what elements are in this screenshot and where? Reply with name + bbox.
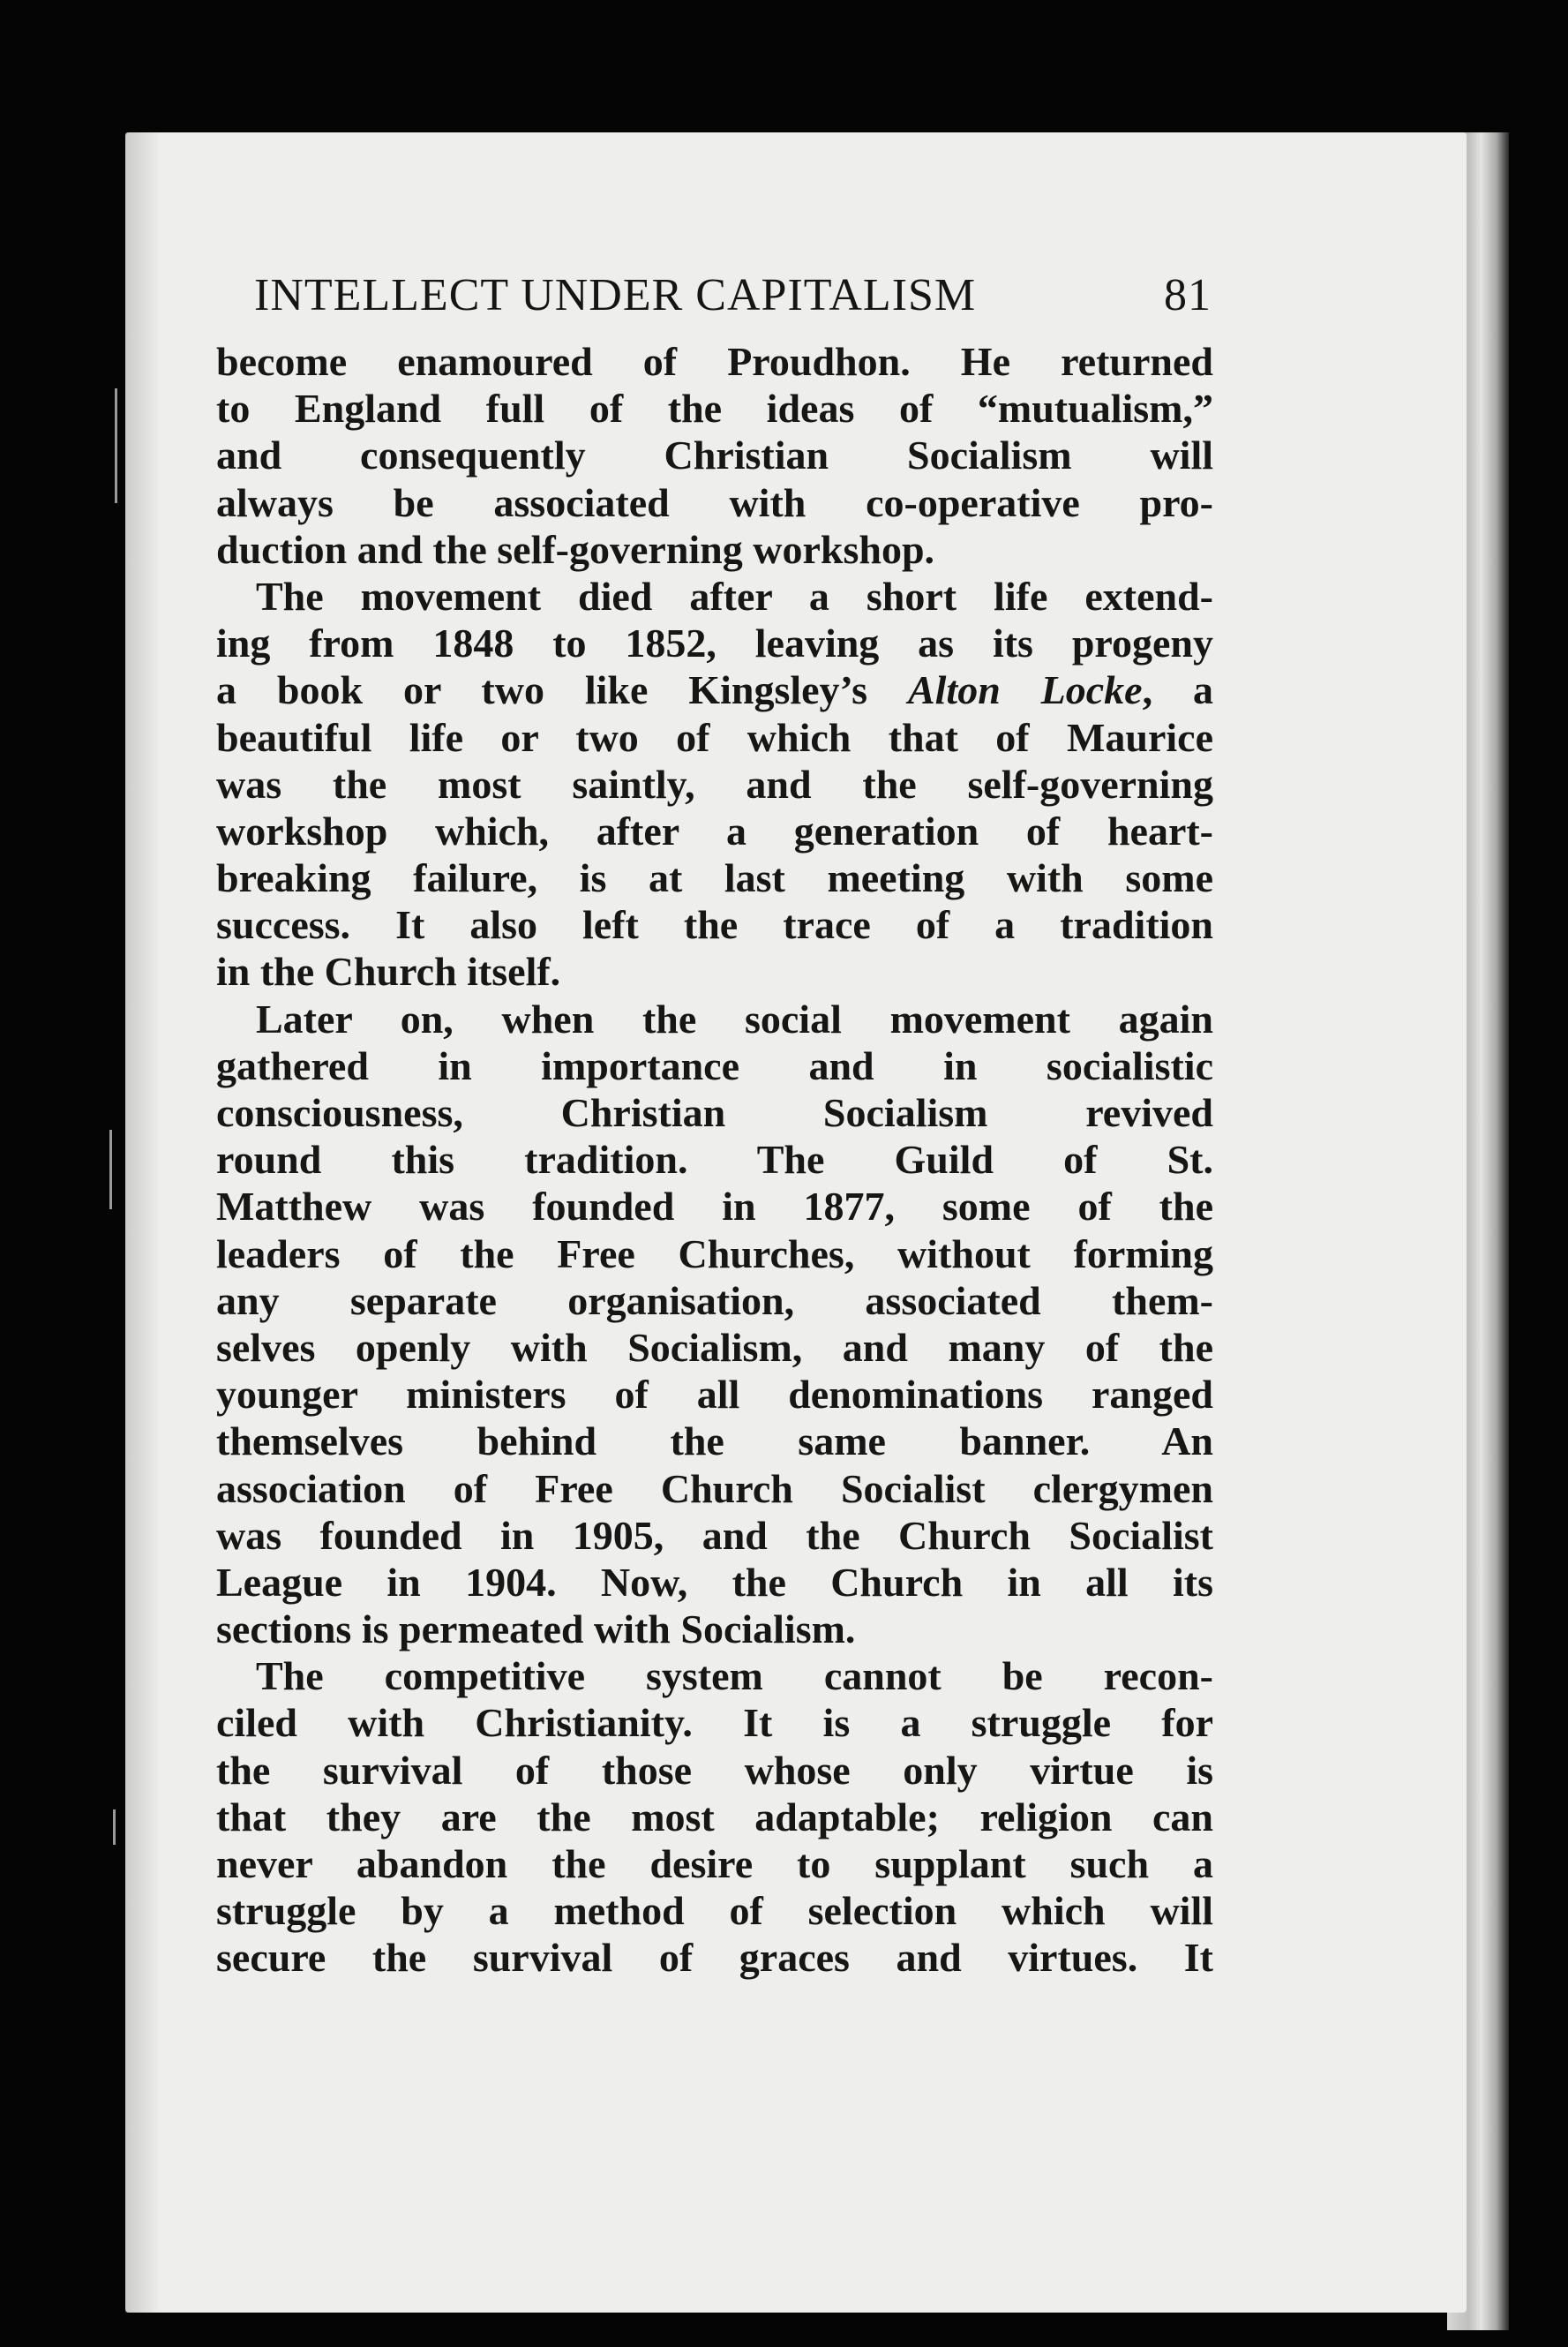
page-number: 81 (1164, 270, 1212, 320)
text-line: younger ministers of all denominations ranged (216, 1372, 1213, 1418)
text-line: struggle by a method of selection which will (216, 1888, 1213, 1934)
text-line: was founded in 1905, and the Church Socialist (216, 1512, 1213, 1558)
text-line: consciousness, Christian Socialism revived (216, 1090, 1213, 1135)
text-line: themselves behind the same banner. An (216, 1418, 1213, 1464)
text-line: always be associated with co-operative pro- (216, 479, 1213, 525)
text-line: round this tradition. The Guild of St. (216, 1137, 1213, 1183)
body-text (216, 338, 1213, 1982)
text-line: secure the survival of graces and virtues. It (216, 1935, 1213, 1981)
text-line: ciled with Christianity. It is a struggle for (216, 1700, 1213, 1746)
text-line: The competitive system cannot be recon- (256, 1653, 1213, 1699)
text-line: workshop which, after a generation of heart- (216, 808, 1213, 854)
text-line: was the most saintly, and the self-governing (216, 761, 1213, 807)
gutter-shadow (125, 132, 161, 2313)
text-line: success. It also left the trace of a tradition (216, 902, 1213, 948)
text-line: to England full of the ideas of “mutualism,” (216, 386, 1213, 432)
text-line: in the Church itself. (216, 949, 561, 995)
running-head (254, 260, 1212, 331)
text-run: a book or two like Kingsley’s (216, 667, 908, 713)
text-line: League in 1904. Now, the Church in all its (216, 1559, 1213, 1605)
margin-mark (109, 1130, 112, 1209)
text-line: Later on, when the social movement again (256, 996, 1213, 1042)
text-line: the survival of those whose only virtue is (216, 1747, 1213, 1793)
text-line: The movement died after a short life extend- (256, 573, 1213, 619)
text-line: that they are the most adaptable; religion can (216, 1794, 1213, 1839)
text-line: leaders of the Free Churches, without forming (216, 1230, 1213, 1276)
text-line: association of Free Church Socialist clergymen (216, 1465, 1213, 1511)
text-line: beautiful life or two of which that of Maurice (216, 714, 1213, 760)
text-line: become enamoured of Proudhon. He returned (216, 339, 1213, 384)
text-line (216, 666, 1213, 713)
text-line: ing from 1848 to 1852, leaving as its progeny (216, 621, 1213, 666)
margin-mark (113, 1809, 116, 1845)
text-run: , a (1142, 667, 1213, 713)
text-line: duction and the self-governing workshop. (216, 526, 935, 572)
book-title: Alton Locke (907, 667, 1143, 713)
text-line: breaking failure, is at last meeting with some (216, 855, 1213, 901)
margin-mark (115, 388, 117, 503)
text-line: and consequently Christian Socialism will (216, 433, 1213, 478)
running-head-title: INTELLECT UNDER CAPITALISM (254, 270, 977, 320)
text-line: sections is permeated with Socialism. (216, 1606, 856, 1652)
text-line: selves openly with Socialism, and many of the (216, 1324, 1213, 1370)
text-line: never abandon the desire to supplant such a (216, 1841, 1213, 1886)
text-line: gathered in importance and in socialistic (216, 1042, 1213, 1088)
text-line: Matthew was founded in 1877, some of the (216, 1184, 1213, 1230)
text-line: any separate organisation, associated them- (216, 1277, 1213, 1323)
